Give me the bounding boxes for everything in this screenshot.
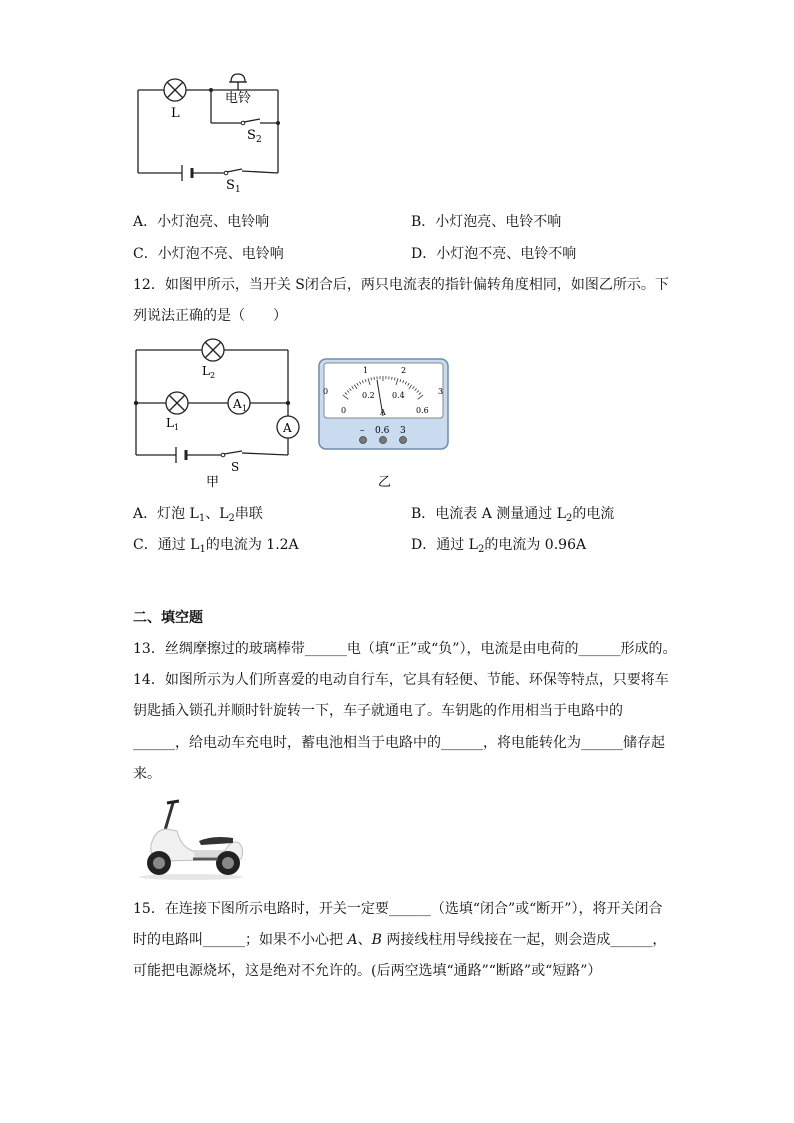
switch-s1-icon: [224, 169, 242, 175]
lamp-l2-sub: 2: [210, 371, 216, 380]
switch-s1-label: S: [226, 178, 235, 193]
meter-top-0: 0: [323, 387, 329, 396]
lamp-l1-icon: [166, 392, 188, 414]
q12-option-c-pre: C．通过 L: [133, 537, 200, 553]
q15-terminal-b: B: [371, 932, 382, 948]
q15-line2-post: 两接线柱用导线接在一起，则会造成______，: [381, 932, 667, 948]
lamp-l-label: L: [171, 106, 180, 121]
q14-line1: 14．如图所示为人们所喜爱的电动自行车，它具有轻便、节能、环保等特点，只要将车: [133, 672, 669, 688]
q14-line4: 来。: [133, 766, 161, 782]
q12-option-d-post: 的电流为 0.96A: [484, 537, 587, 553]
q12-option-a-sub2: 2: [228, 513, 235, 524]
meter-bottom-1: 0.2: [362, 391, 375, 400]
q14-line2: 钥匙插入锁孔并顺时针旋转一下，车子就通电了。车钥匙的作用相当于电路中的: [133, 703, 623, 719]
lamp-l1-label: L: [166, 416, 174, 430]
ammeter-a-label: A: [283, 421, 292, 435]
q12-option-a-post: 串联: [234, 506, 263, 522]
meter-top-1: 1: [363, 366, 369, 375]
meter-unit: A: [380, 408, 386, 417]
battery-icon: [182, 165, 192, 181]
bell-label: 电铃: [225, 91, 252, 106]
meter-top-3: 3: [438, 387, 444, 396]
q11-circuit-diagram: [130, 68, 290, 193]
switch-s2-sub: 2: [256, 135, 262, 145]
q12-option-a: [133, 505, 263, 523]
terminal-3-icon: [400, 437, 407, 444]
lamp-l-icon: [164, 79, 186, 101]
ammeter-a-icon: [277, 416, 299, 438]
q12-stem-line1: 12．如图甲所示，当开关 S闭合后，两只电流表的指针偏转角度相同，如图乙所示。下: [133, 277, 669, 293]
q15-line1: 15．在连接下图所示电路时，开关一定要______（选填“闭合”或“断开”），将开关闭合: [133, 901, 663, 917]
meter-bottom-2: 0.4: [392, 391, 405, 400]
q12-option-b-pre: B．电流表 A 测量通过 L: [411, 506, 567, 522]
q12-option-c-sub: 1: [199, 544, 206, 555]
meter-tick: [392, 377, 393, 380]
ammeter-a1-label: A: [233, 397, 242, 411]
switch-s-label: S: [231, 460, 240, 474]
lamp-l1-sub: 1: [174, 423, 180, 432]
q11-option-c: C．小灯泡不亮、电铃响: [133, 246, 284, 262]
switch-s1-sub: 1: [235, 185, 241, 195]
q11-option-a: A．小灯泡亮、电铃响: [133, 214, 270, 230]
ammeter-a1-icon: [228, 392, 250, 414]
q12-ammeter-dial: [318, 358, 453, 493]
section-title: 二、填空题: [133, 610, 203, 626]
q15-line3: 可能把电源烧坏，这是绝对不允许的。(后两空选填“通路”“断路”或“短路”）: [133, 963, 602, 979]
battery-icon: [176, 447, 186, 463]
meter-tick: [374, 377, 375, 380]
lamp-l2-label: L: [202, 364, 210, 378]
q15-line2-pre: 时的电路叫______；如果不小心把: [133, 932, 348, 948]
q12-option-b-sub: 2: [566, 513, 573, 524]
meter-bottom-3: 0.6: [416, 406, 429, 415]
electric-scooter-image: [133, 797, 248, 882]
q12-option-a-sub1: 1: [198, 513, 206, 524]
q12-option-c: [133, 536, 299, 554]
q12-option-c-post: 的电流为 1.2A: [205, 537, 299, 553]
terminal-3-label: 3: [400, 426, 406, 436]
q12-circuit-diagram: [130, 340, 300, 490]
lamp-l2-icon: [202, 339, 224, 361]
meter-caption: 乙: [378, 475, 392, 490]
q12-option-a-pre: A．灯泡 L: [133, 506, 199, 522]
q15-line2-mid: 、: [357, 932, 372, 948]
terminal-06-icon: [380, 437, 387, 444]
q13-text: 13．丝绸摩擦过的玻璃棒带______电（填“正”或“负”），电流是由电荷的______形成的。: [133, 641, 677, 657]
switch-s-icon: [221, 451, 242, 457]
q11-option-b: B．小灯泡亮、电铃不响: [411, 214, 562, 230]
meter-bottom-0: 0: [341, 406, 347, 415]
bell-icon: [229, 74, 247, 90]
q12-option-b: [411, 505, 614, 523]
ammeter-a1-sub: 1: [242, 404, 248, 413]
q12-option-d-sub: 2: [477, 544, 485, 555]
terminal-06-label: 0.6: [375, 426, 390, 436]
q15-line2: [133, 931, 666, 949]
q12-option-b-post: 的电流: [572, 506, 615, 522]
terminal-minus-icon: [360, 437, 367, 444]
q15-terminal-a: A: [347, 932, 358, 948]
q12-option-d: [411, 536, 586, 554]
switch-s2-label: S: [247, 128, 256, 143]
q12-option-d-pre: D．通过 L: [411, 537, 478, 553]
terminal-minus-label: –: [360, 426, 365, 436]
q12-stem-line2: 列说法正确的是（ ）: [133, 308, 287, 324]
q14-line3: ______，给电动车充电时，蓄电池相当于电路中的______，将电能转化为______储存起: [133, 735, 665, 751]
q12-option-a-mid: 、L: [205, 506, 229, 522]
meter-top-2: 2: [401, 366, 407, 375]
q11-option-d: D．小灯泡不亮、电铃不响: [411, 246, 577, 262]
circuit-caption: 甲: [206, 475, 220, 490]
